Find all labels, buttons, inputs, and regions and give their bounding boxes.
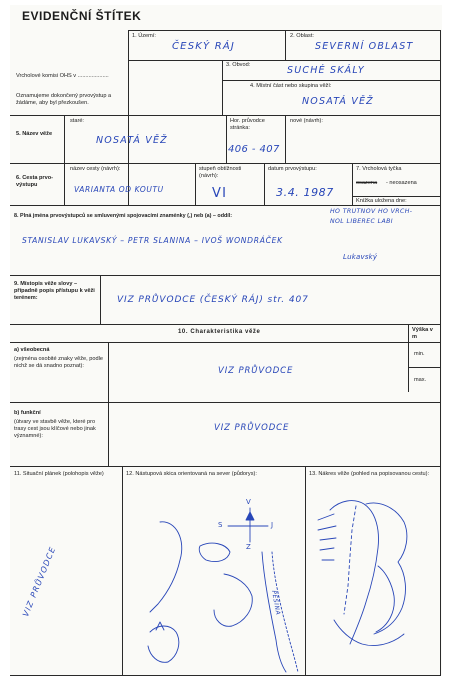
- obvod-value: SUCHÉ SKÁLY: [287, 65, 365, 76]
- osazena-label: osazena: [356, 180, 378, 186]
- oddil-line-1: HO TRUTNOV HO VRCH-: [330, 208, 413, 215]
- signature: Lukavský: [343, 253, 378, 261]
- oblast-label: 2. Oblast:: [290, 33, 314, 39]
- vseobecna-label: a) všeobecná: [14, 347, 50, 353]
- oddil-line-2: NOL LIBEREC LABI: [330, 218, 393, 225]
- tower-right-edge: [366, 503, 407, 634]
- neosazena-label: - neosazena: [386, 180, 417, 186]
- route-line: [344, 506, 356, 614]
- rock-outline-left: [150, 522, 182, 612]
- datum-value: 3.4. 1987: [276, 186, 334, 199]
- knizka-label: Knížka uložena dne:: [356, 198, 407, 204]
- komise-label: Vrcholové komisi OHS v ....................: [16, 73, 109, 79]
- compass-east: J: [271, 521, 275, 529]
- nazev-veze-label: 5. Název věže: [16, 131, 53, 137]
- min-label: min.: [414, 351, 425, 357]
- path-label: PĚŠINA: [270, 589, 282, 616]
- vseobecna-desc: (zejména osobité znaky věže, podle nichž se dá snadno poznat):: [14, 356, 103, 369]
- nazev-cesty-value: VARIANTA OD KOUTU: [74, 185, 164, 194]
- stare-value: NOSATÁ VĚŽ: [96, 135, 168, 146]
- hatch-marks: [318, 514, 336, 560]
- mistni-cast-label: 4. Místní část nebo skupina věží:: [250, 83, 332, 89]
- tower-base: [334, 620, 404, 646]
- tower-left-edge: [330, 501, 378, 644]
- cesta-label: 6. Cesta prvo-výstupu: [16, 175, 53, 188]
- compass-south: Z: [246, 543, 252, 551]
- nakres-label: 13. Nákres věže (pohled na popisovanou cestu):: [309, 471, 430, 477]
- nastupova-label: 12. Nástupová skica orientovaná na sever (půdorys):: [126, 471, 257, 477]
- situacni-label: 11. Situační plánek (polohopis věže): [14, 471, 104, 477]
- compass-north: V: [246, 498, 252, 506]
- compass-west: S: [218, 521, 224, 529]
- compass-arrow: [246, 512, 254, 520]
- vrcholova-label: 7. Vrcholová tyčka: [356, 166, 402, 172]
- page-title: EVIDENČNÍ ŠTÍTEK: [22, 9, 142, 23]
- stare-label: staré:: [70, 118, 84, 124]
- funkcni-label: b) funkční: [14, 410, 41, 416]
- uzemi-label: 1. Území:: [132, 33, 156, 39]
- mistopis-value: VIZ PRŮVODCE (ČESKÝ RÁJ) str. 407: [117, 295, 309, 305]
- rock-outline-small: [199, 543, 230, 561]
- mistopis-label: 9. Místopis věže slovy – případně popis přístupu k věži terénem:: [14, 281, 95, 302]
- hor-pruvodce-label: Hor. průvodce stránka:: [230, 118, 265, 131]
- tower-outline: [148, 626, 179, 662]
- obvod-label: 3. Obvod:: [226, 62, 251, 68]
- uzemi-value: ČESKÝ RÁJ: [172, 41, 236, 52]
- rock-outline-mid: [214, 574, 252, 626]
- funkcni-desc: (útvary ve stavbě věže, které pro trasy cest jsou klíčové nebo jinak významné):: [14, 419, 96, 439]
- vyska-label: Výška v m: [412, 327, 433, 340]
- prvovystupci-names: STANISLAV LUKAVSKÝ – PETR SLANINA – IVOŠ WONDRÁČEK: [22, 236, 283, 245]
- mistni-cast-value: NOSATÁ VĚŽ: [302, 96, 374, 107]
- stupen-value: VI: [212, 186, 228, 201]
- stupen-label: stupeň obtížnosti (návrh):: [199, 166, 242, 179]
- oznamujeme-label: Oznamujeme dokončený prvovýstup a žádáme, aby byl přezkoušen.: [16, 93, 112, 106]
- datum-label: datum prvovýstupu:: [268, 166, 317, 172]
- nazev-cesty-label: název cesty (návrh):: [70, 166, 121, 172]
- situacni-value: VIZ PRŮVODCE: [21, 545, 58, 618]
- hor-pruvodce-value: 406 - 407: [228, 144, 280, 155]
- charakteristika-label: 10. Charakteristika věže: [178, 329, 261, 335]
- jmena-label: 8. Plná jména prvovýstupců se smluvenými spojovacími znaménky (,) neb (a) – oddíl:: [14, 213, 233, 219]
- vseobecna-value: VIZ PRŮVODCE: [218, 366, 294, 376]
- max-label: max.: [414, 377, 427, 383]
- funkcni-value: VIZ PRŮVODCE: [214, 423, 290, 433]
- tower-inner: [376, 566, 394, 632]
- nove-label: nové (návrh):: [290, 118, 323, 124]
- oblast-value: SEVERNÍ OBLAST: [315, 41, 414, 52]
